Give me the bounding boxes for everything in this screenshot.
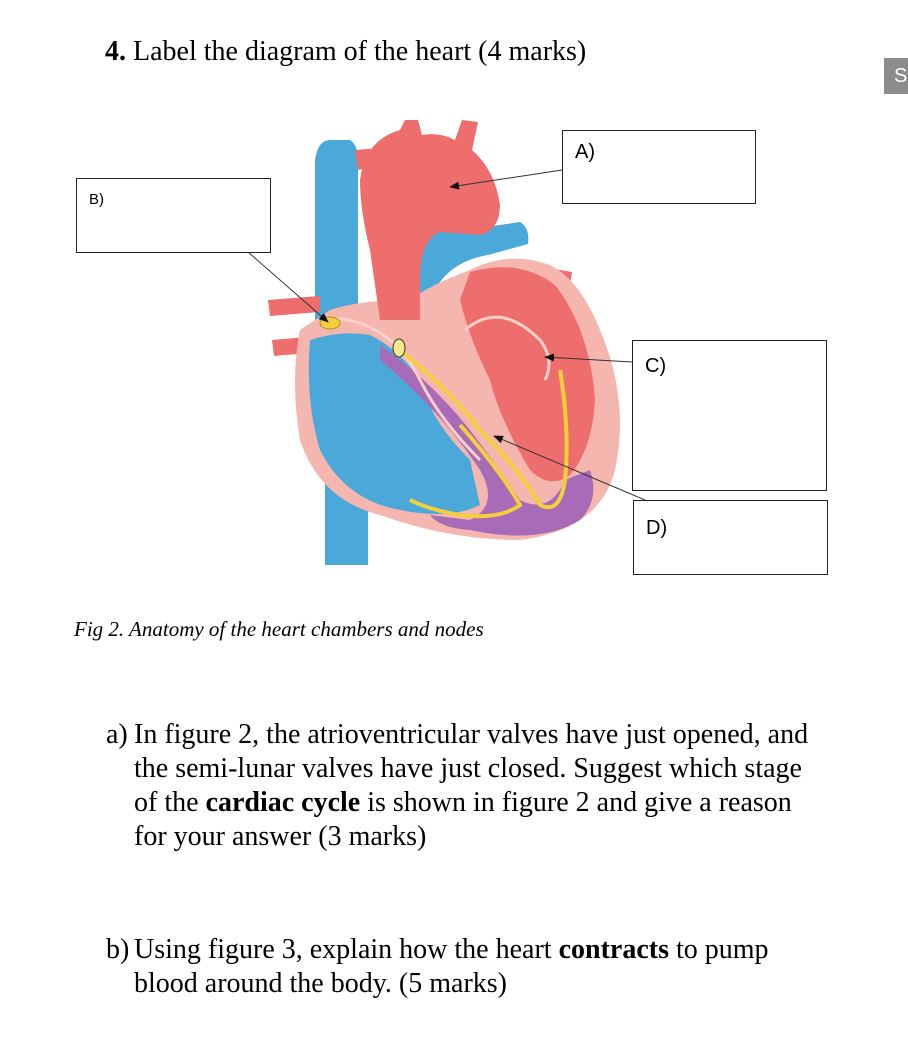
figure-caption: Fig 2. Anatomy of the heart chambers and nodes bbox=[74, 617, 484, 641]
label-d: D) bbox=[646, 517, 668, 539]
side-tab-label: S bbox=[894, 65, 908, 87]
part-a-text-2: is shown in figure 2 and give a reason for your answer (3 marks) bbox=[134, 787, 792, 852]
part-a-text-1: In figure 2, the atrioventricular valves have just opened, and the semi-lunar valves have just closed. Suggest which stage of the bbox=[134, 719, 809, 818]
av-node bbox=[393, 339, 405, 357]
part-b-text-2: to pump blood around the body. (5 marks) bbox=[134, 934, 769, 999]
label-c: C) bbox=[645, 355, 667, 377]
part-a-bold: cardiac cycle bbox=[205, 787, 361, 818]
part-a bbox=[106, 718, 826, 858]
label-box-b[interactable] bbox=[76, 178, 271, 253]
part-a-lead: a) bbox=[106, 719, 128, 750]
part-a-text bbox=[134, 718, 814, 854]
label-a: A) bbox=[575, 141, 595, 163]
label-b: B) bbox=[89, 191, 104, 208]
pulmonary-vein-left bbox=[268, 296, 320, 316]
part-b-text bbox=[134, 933, 814, 1001]
part-b-bold: contracts bbox=[558, 934, 669, 965]
question-number: 4. bbox=[105, 36, 126, 67]
part-b-lead: b) bbox=[106, 934, 130, 965]
part-b-text-1: Using figure 3, explain how the heart bbox=[134, 934, 559, 965]
sa-node bbox=[320, 317, 340, 329]
superior-vena-cava bbox=[315, 140, 358, 330]
part-b bbox=[106, 933, 826, 1013]
question-text: Label the diagram of the heart (4 marks) bbox=[133, 36, 587, 67]
label-box-d[interactable] bbox=[633, 500, 828, 575]
label-box-a[interactable] bbox=[562, 130, 756, 204]
label-box-c[interactable] bbox=[632, 340, 827, 491]
